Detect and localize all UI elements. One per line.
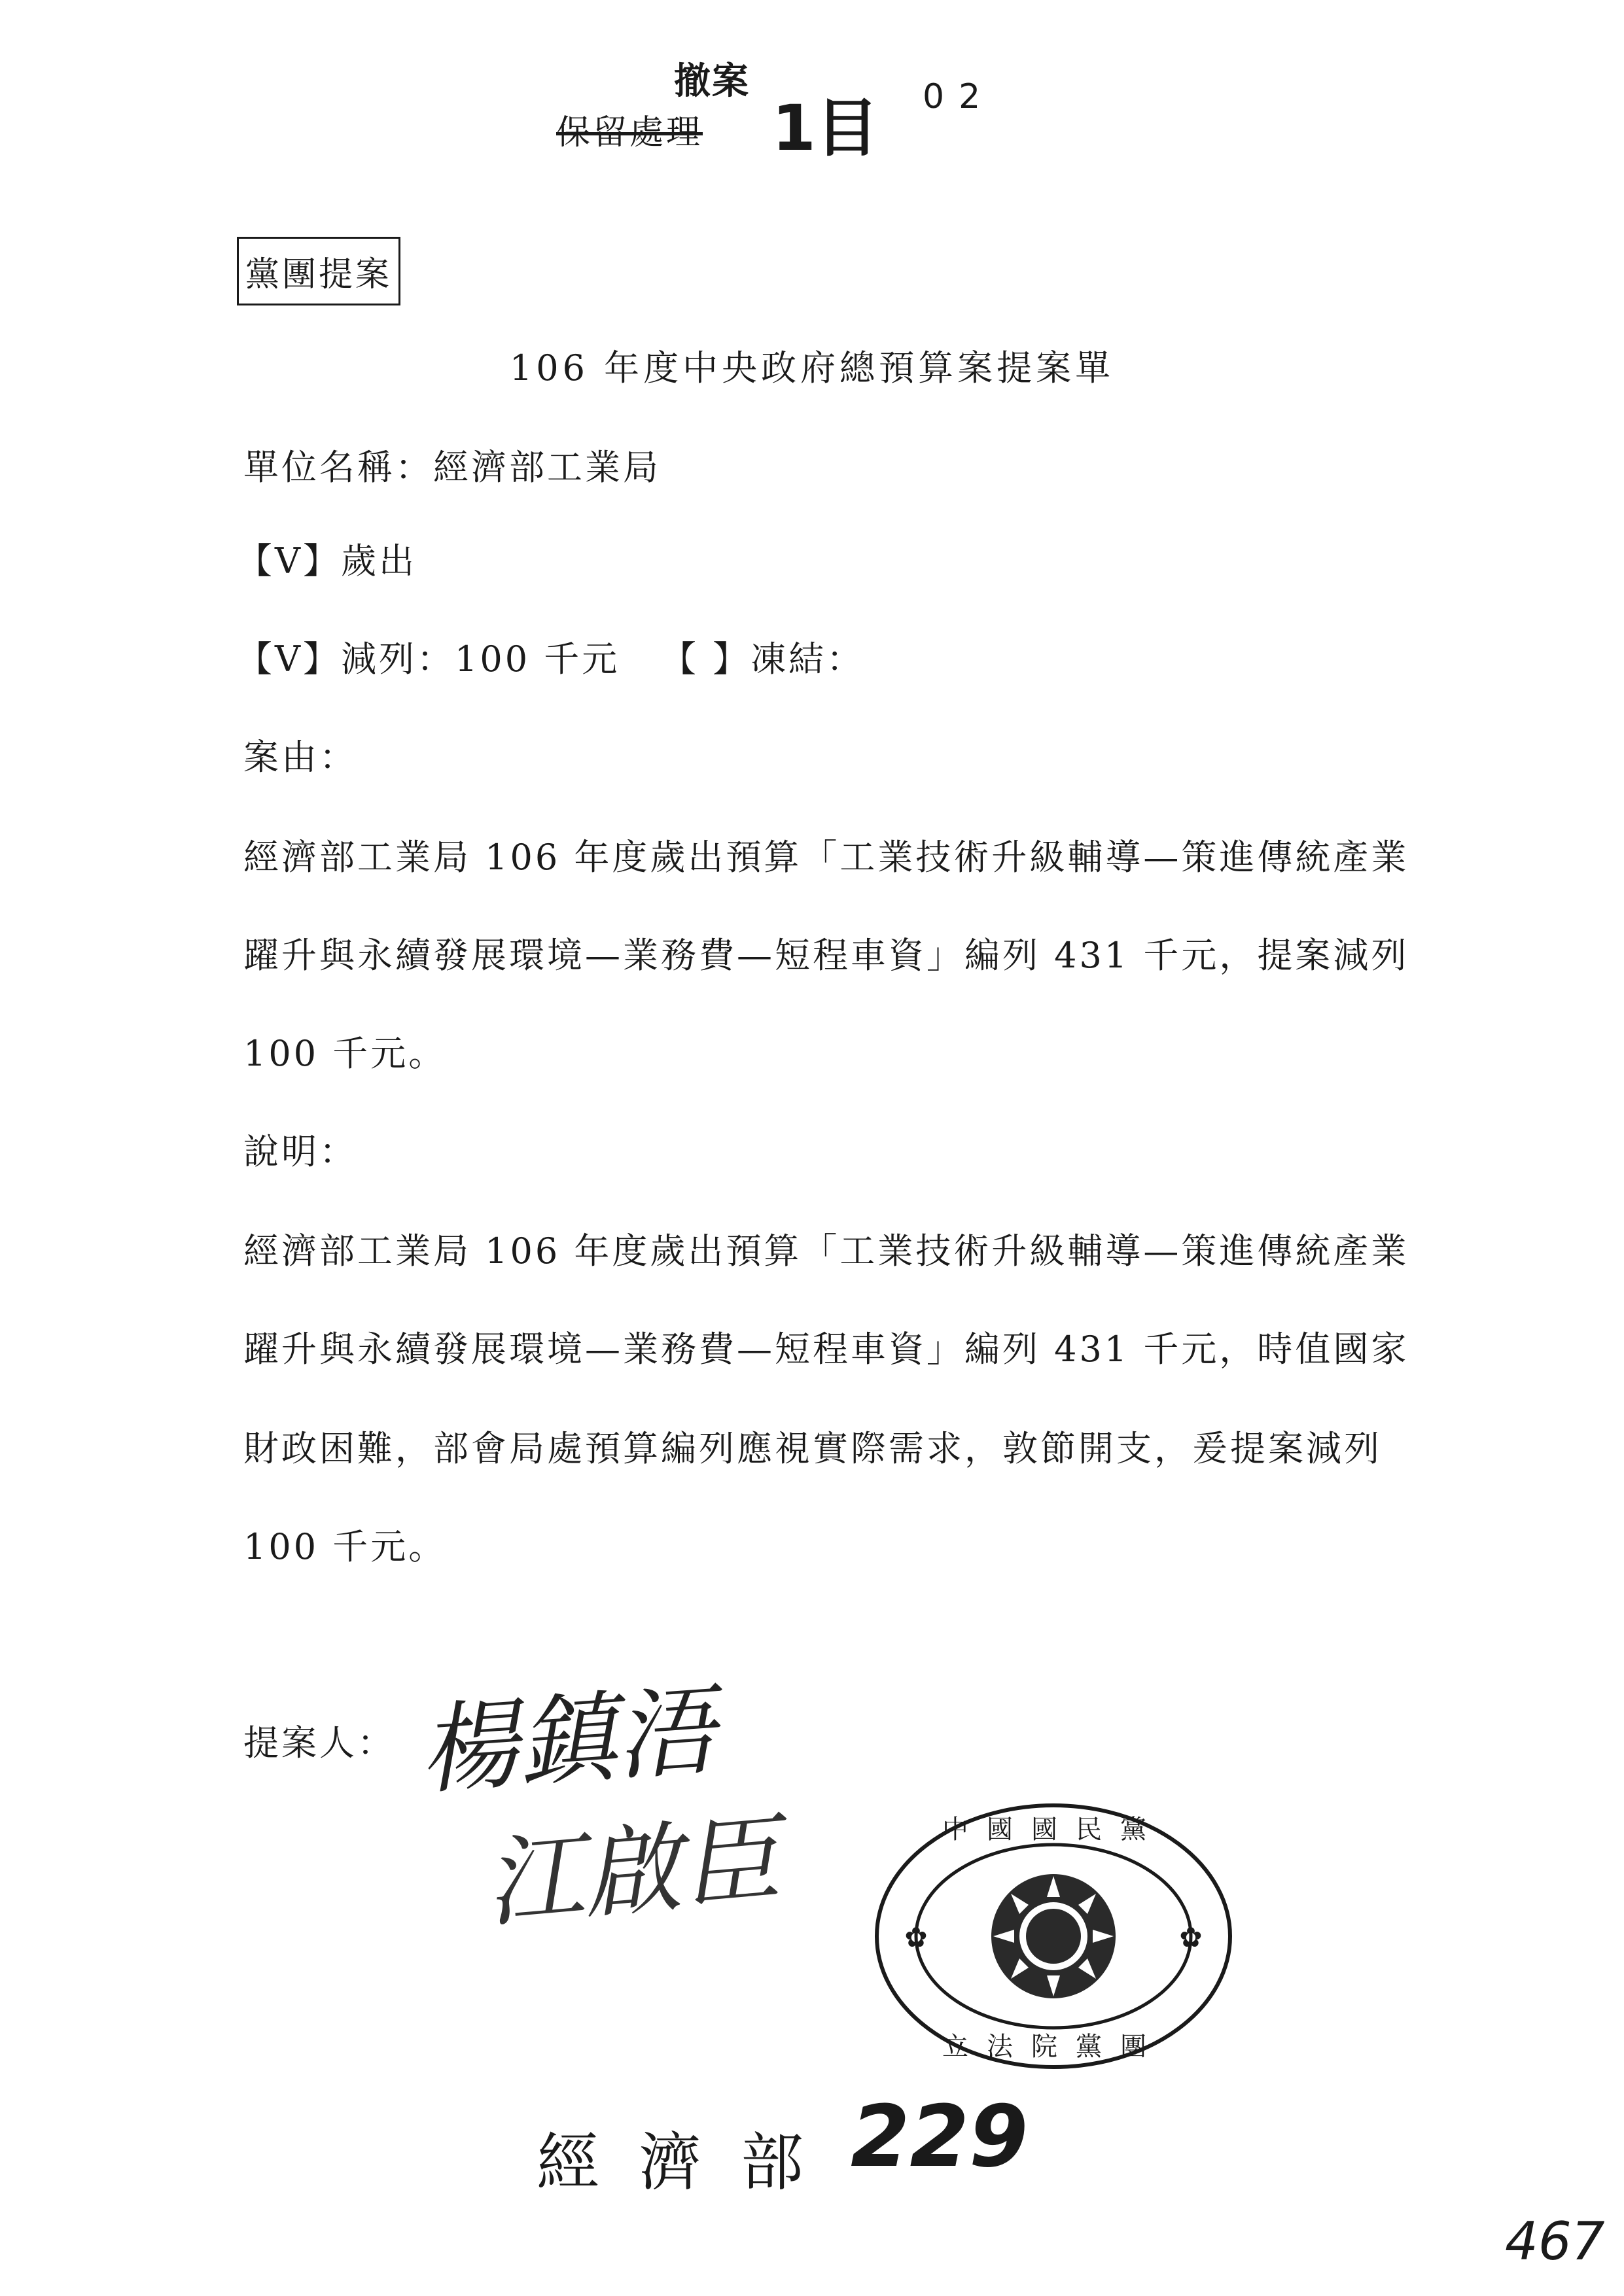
signature-2: 江啟臣: [480, 1802, 784, 1942]
proposer-label: 提案人：: [243, 1722, 395, 1764]
document-title: 106 年度中央政府總預算案提案單: [509, 347, 1115, 389]
reason-line: 躍升與永續發展環境—業務費—短程車資」編列 431 千元，提案減列: [243, 935, 1409, 976]
reason-line: 經濟部工業局 106 年度歲出預算「工業技術升級輔導—策進傳統產業: [243, 837, 1409, 878]
explanation-label: 說明：: [243, 1131, 357, 1172]
explanation-line: 100 千元。: [243, 1526, 447, 1567]
handwritten-item-mark: 1目: [772, 92, 879, 165]
explanation-line: 躍升與永續發展環境—業務費—短程車資」編列 431 千元，時值國家: [243, 1329, 1409, 1370]
seal-left-flower-icon: ✿: [904, 1921, 928, 1953]
explanation-line: 財政困難，部會局處預算編列應視實際需求，敦節開支，爰提案減列: [243, 1428, 1382, 1469]
freeze-line: 【 】凍結：: [661, 638, 865, 680]
unit-name-line: 單位名稱：經濟部工業局: [243, 447, 661, 488]
reason-line: 100 千元。: [243, 1033, 447, 1074]
handwritten-item-number: 02: [923, 77, 995, 116]
seal-sun-emblem: [991, 1874, 1116, 1998]
seal-top-text: 中國國民黨: [942, 1815, 1165, 1845]
reason-label: 案由：: [243, 737, 357, 778]
seal-right-flower-icon: ✿: [1179, 1921, 1203, 1953]
caucus-proposal-tag: 黨團提案: [237, 237, 400, 305]
explanation-line: 經濟部工業局 106 年度歲出預算「工業技術升級輔導—策進傳統產業: [243, 1230, 1409, 1272]
signature-1: 楊鎮浯: [415, 1674, 718, 1809]
footer-handwritten-number: 229: [851, 2087, 1029, 2186]
caucus-seal: [870, 1799, 1237, 2074]
seal-bottom-text: 立法院黨團: [942, 2032, 1165, 2062]
withdraw-stamp: 撤案: [674, 60, 750, 103]
expense-checkbox-line: 【V】歲出: [237, 540, 417, 582]
page-number: 467: [1505, 2211, 1605, 2272]
struck-reserve-text: 保留處理: [556, 113, 703, 152]
cut-amount-line: 【V】減列：100 千元: [237, 638, 620, 680]
footer-department: 經濟部: [537, 2126, 843, 2199]
